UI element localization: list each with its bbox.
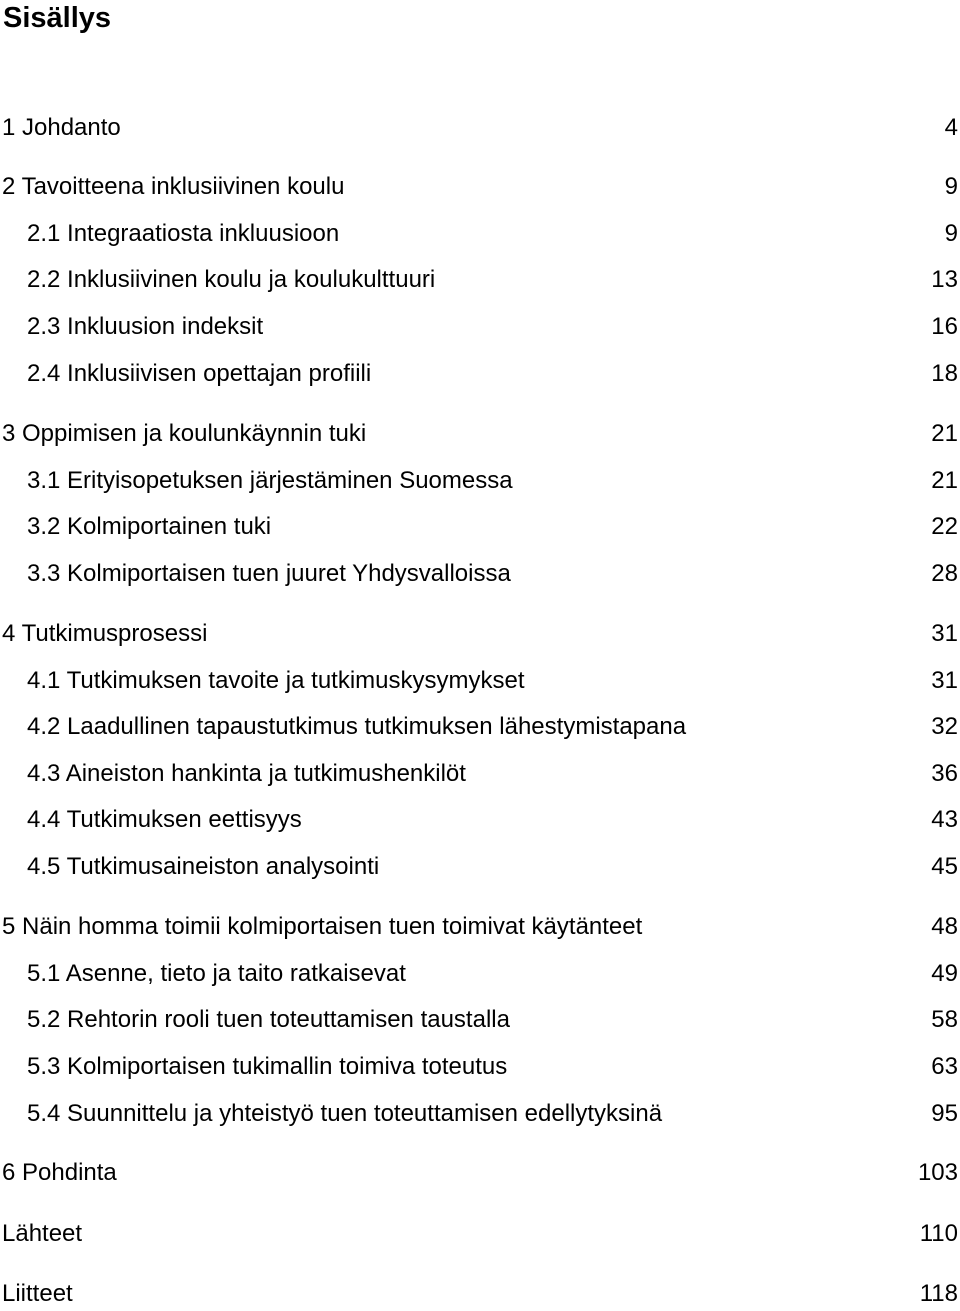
toc-entry[interactable] (0, 1156, 958, 1190)
toc-entry-label: Liitteet (2, 1280, 73, 1307)
toc-entry-page: 45 (931, 853, 958, 880)
toc-entry-page: 4 (944, 114, 958, 141)
toc-entry-label: 2.3 Inkluusion indeksit (27, 313, 264, 340)
toc-entry[interactable] (0, 850, 958, 884)
toc-entry-page: 110 (919, 1220, 958, 1247)
toc-entry-label: 2.4 Inklusiivisen opettajan profiili (27, 360, 372, 387)
toc-entry-label: 4.1 Tutkimuksen tavoite ja tutkimuskysymykset (27, 667, 525, 694)
toc-entry[interactable] (0, 111, 958, 145)
toc-entry[interactable] (0, 910, 958, 944)
toc-entry-page: 118 (919, 1280, 958, 1307)
toc-entry-page: 48 (931, 913, 958, 940)
toc-entry-page: 9 (944, 220, 958, 247)
toc-entry[interactable] (0, 1217, 958, 1251)
toc-entry-page: 103 (917, 1159, 958, 1186)
toc-entry[interactable] (0, 310, 958, 344)
toc-entry-label: 5 Näin homma toimii kolmiportaisen tuen toimivat käytänteet (2, 913, 643, 940)
toc-entry[interactable] (0, 1003, 958, 1037)
toc-entry-label: Lähteet (2, 1220, 83, 1247)
toc-entry[interactable] (0, 617, 958, 651)
toc-entry-label: 5.2 Rehtorin rooli tuen toteuttamisen taustalla (27, 1006, 510, 1033)
toc-entry[interactable] (0, 1050, 958, 1084)
toc-entry-label: 3 Oppimisen ja koulunkäynnin tuki (2, 420, 367, 447)
toc-entry-page: 16 (931, 313, 958, 340)
toc-entry[interactable] (0, 710, 958, 744)
toc-entry[interactable] (0, 1097, 958, 1131)
toc-entry-page: 9 (944, 173, 958, 200)
toc-entry-page: 28 (931, 560, 958, 587)
toc-entry-label: 5.1 Asenne, tieto ja taito ratkaisevat (27, 960, 406, 987)
toc-entry[interactable] (0, 957, 958, 991)
toc-entry-label: 4.5 Tutkimusaineiston analysointi (27, 853, 380, 880)
toc-entry-page: 32 (931, 713, 958, 740)
toc-entry-label: 5.3 Kolmiportaisen tukimallin toimiva toteutus (27, 1053, 508, 1080)
toc-entry[interactable] (0, 557, 958, 591)
toc-entry-page: 43 (931, 806, 958, 833)
toc-entry-label: 3.1 Erityisopetuksen järjestäminen Suomessa (27, 467, 513, 494)
toc-entry-page: 95 (931, 1100, 958, 1127)
toc-entry[interactable] (0, 217, 958, 251)
toc-entry[interactable] (0, 510, 958, 544)
toc-entry-label: 4.4 Tutkimuksen eettisyys (27, 806, 302, 833)
toc-entry[interactable] (0, 170, 958, 204)
toc-entry-page: 36 (931, 760, 958, 787)
toc-entry-label: 3.2 Kolmiportainen tuki (27, 513, 272, 540)
toc-entry-page: 63 (931, 1053, 958, 1080)
toc-entry-page: 21 (931, 467, 958, 494)
toc-entry-label: 1 Johdanto (2, 114, 121, 141)
toc-entry-label: 2 Tavoitteena inklusiivinen koulu (2, 173, 345, 200)
toc-entry-label: 6 Pohdinta (2, 1159, 117, 1186)
toc-entry-page: 18 (931, 360, 958, 387)
toc-entry-label: 4.2 Laadullinen tapaustutkimus tutkimuksen lähestymistapana (27, 713, 687, 740)
toc-entry-label: 4 Tutkimusprosessi (2, 620, 208, 647)
toc-entry[interactable] (0, 664, 958, 698)
toc-entry-page: 21 (931, 420, 958, 447)
toc-entry[interactable] (0, 263, 958, 297)
toc-entry-label: 5.4 Suunnittelu ja yhteistyö tuen toteuttamisen edellytyksinä (27, 1100, 663, 1127)
toc-entry-page: 49 (931, 960, 958, 987)
toc-entry[interactable] (0, 464, 958, 498)
toc-entry[interactable] (0, 417, 958, 451)
toc-entry-label: 2.1 Integraatiosta inkluusioon (27, 220, 340, 247)
toc-entry-page: 58 (931, 1006, 958, 1033)
toc-entry[interactable] (0, 357, 958, 391)
toc-entry[interactable] (0, 757, 958, 791)
toc-entry-label: 2.2 Inklusiivinen koulu ja koulukulttuuri (27, 266, 436, 293)
toc-entry-page: 22 (931, 513, 958, 540)
toc-entry-page: 31 (931, 667, 958, 694)
toc-entry-page: 31 (931, 620, 958, 647)
toc-entry-label: 4.3 Aineiston hankinta ja tutkimushenkilöt (27, 760, 466, 787)
toc-entry-label: 3.3 Kolmiportaisen tuen juuret Yhdysvalloissa (27, 560, 511, 587)
toc-entry-page: 13 (931, 266, 958, 293)
page-title: Sisällys (3, 2, 112, 34)
toc-entry[interactable] (0, 803, 958, 837)
